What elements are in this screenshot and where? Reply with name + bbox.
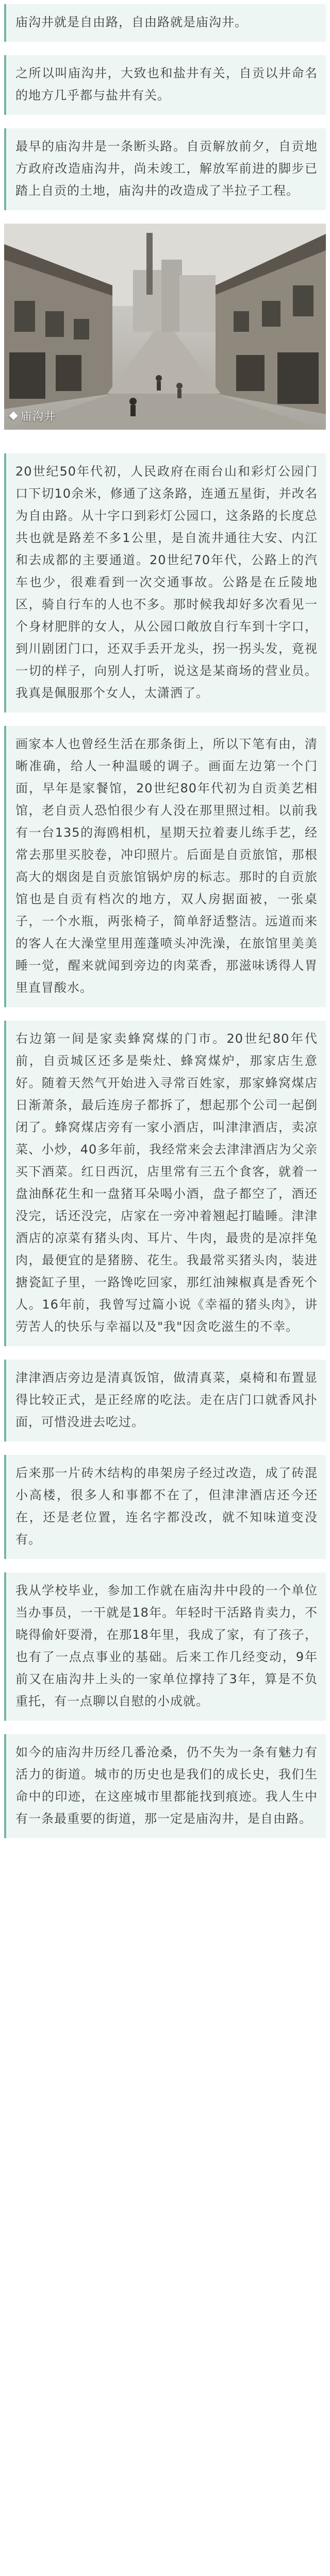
paragraph-2: 之所以叫庙沟井，大致也和盐井有关，自贡以井命名的地方几乎都与盐井有关。 [4, 55, 326, 115]
paragraph-7: 津津酒店旁边是清真饭馆，做清真菜，桌椅和布置显得比较正式，是正经席的吃法。走在店门口就香风扑面，可惜没进去吃过。 [4, 1360, 326, 1442]
paragraph-3: 最早的庙沟井是一条断头路。自贡解放前夕，自贡地方政府改造庙沟井，尚未竣工，解放军前进的脚步已踏上自贡的土地，庙沟井的改造成了半拉子工程。 [4, 128, 326, 210]
location-pin-icon [9, 412, 18, 420]
figure-caption-text: 庙沟井 [21, 410, 56, 422]
paragraph-4: 20世纪50年代初，人民政府在雨台山和彩灯公园门口下切10余米，修通了这条路，连通五星街，并改名为自由路。从十字口到彩灯公园口，这条路的长度总共也就是路差不多1公里，是自流井通往大安、内江和去成都的主要通道。20世纪70年代，公路上的汽车也少，很难看到一次交通事故。公路是在丘陵地区，骑自行车的人也不多。那时候我却好多次看见一个身材肥胖的女人，从公园口敞放自行车到十字口，到川剧团门口，还双手丢开龙头，拐一拐头发，竟视一切的样子，向别人打听，说这是某商场的营业员。我真是佩服那个女人，太潇洒了。 [4, 453, 326, 713]
paragraph-6: 右边第一间是家卖蜂窝煤的门市。20世纪80年代前，自贡城区还多是柴灶、蜂窝煤炉，那家店生意好。随着天然气开始进入寻常百姓家，那家蜂窝煤店日渐萧条，最后连房子都拆了，想起那个公司一起倒闭了。蜂窝煤店旁有一家小酒店，叫津津酒店，卖凉菜、小炒，40多年前，我经常来会去津津酒店为父亲买下酒菜。红日西沉，店里常有三五个食客，就着一盘油酥花生和一盘猪耳朵喝小酒，盘子都空了，酒还没完，话还没完，店家在一旁冲着翘起打瞌睡。津津酒店的凉菜有猪头肉、耳片、牛肉，最贵的是凉拌兔肉，最便宜的是猪膀、花生。我最常买猪头肉，装进搪瓷缸子里，一路馋吃回家，那红油辣椒真是香死个人。16年前，我曾写过篇小说《幸福的猪头肉》，讲劳苦人的快乐与幸福以及"我"因贪吃滋生的不幸。 [4, 1021, 326, 1346]
figure-caption [10, 408, 56, 423]
paragraph-5: 画家本人也曾经生活在那条街上，所以下笔有由，清晰准确，给人一种温暖的调子。画面左边第一个门面，早年是家餐馆，20世纪80年代初为自贡美艺相馆，老自贡人恐怕很少有人没在那里照过相。以前我有一台135的海鸥相机，星期天拉着妻儿练手艺，经常去那里买胶卷，冲印照片。后面是自贡旅馆，那根高大的烟囱是自贡旅馆锅炉房的标志。那时的自贡旅馆也是自贡有档次的地方，双人房据面被，一张桌子，一个水瓶，两张椅子，简单舒适整洁。远道而来的客人在大澡堂里用莲蓬喷头冲洗澡，在旅馆里美美睡一觉，醒来就闻到旁边的肉菜香，那滋味诱得人胃里直冒酸水。 [4, 726, 326, 1007]
paragraph-10: 如今的庙沟井历经几番沧桑，仍不失为一条有魅力有活力的街道。城市的历史也是我们的成长史，我们生命中的印迹，在这座城市里都能找到痕迹。我人生中有一条最重要的街道，那一定是庙沟井，是自由路。 [4, 1734, 326, 1838]
paragraph-1: 庙沟井就是自由路，自由路就是庙沟井。 [4, 4, 326, 42]
paragraph-8: 后来那一片砖木结构的串架房子经过改造，成了砖混小高楼，很多人和事都不在了，但津津酒店还今还在，还是老位置，连名字都没改，就不知味道变没有。 [4, 1455, 326, 1559]
paragraph-9: 我从学校毕业，参加工作就在庙沟井中段的一个单位当办事员，一干就是18年。年轻时干活路肯卖力，不晓得偷奸耍滑，在那18年里，我成了家，有了孩子，也有了一点点事业的基础。后来工作几经变动，9年前又在庙沟井上头的一家单位撑持了3年，算是不负重托，有一点聊以自慰的小成就。 [4, 1572, 326, 1721]
street-painting-figure [4, 224, 326, 430]
street-painting-illustration [4, 224, 326, 430]
